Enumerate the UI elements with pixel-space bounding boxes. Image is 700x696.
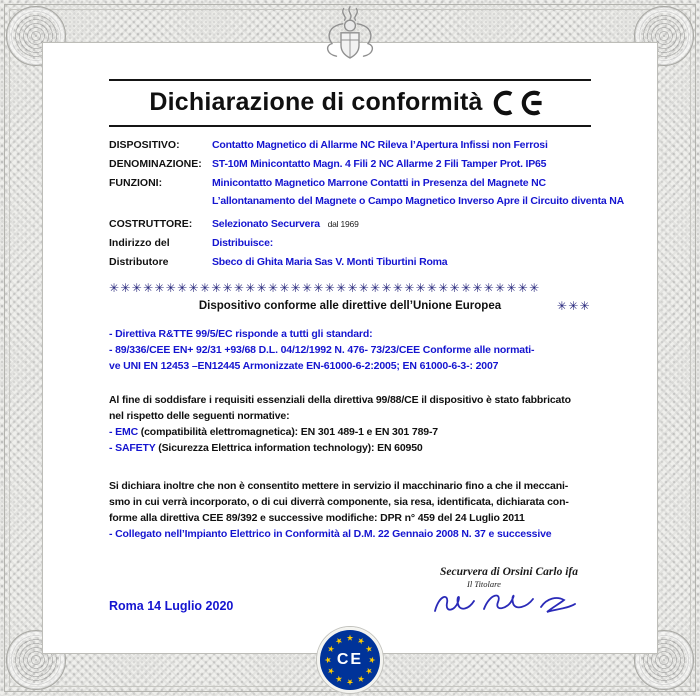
safety-text: (Sicurezza Elettrica information technology): EN 60950 bbox=[155, 442, 423, 454]
declaration-line-2: smo in cui verrà incorporato, o di cui diverrà componente, sia resa, identificata, dichiarata con- bbox=[109, 496, 569, 508]
eu-ce-badge bbox=[317, 627, 383, 693]
stars-separator-trailing: ✳✳✳ bbox=[556, 299, 591, 313]
field-label-funzioni: FUNZIONI: bbox=[109, 177, 163, 189]
compliance-safety-line bbox=[109, 440, 591, 456]
emc-text: (compatibilità elettromagnetica): EN 301 489-1 e EN 301 789-7 bbox=[138, 426, 438, 438]
compliance-intro-1: Al fine di soddisfare i requisiti essenziali della direttiva 99/88/CE il dispositivo è stato fabbricato bbox=[109, 394, 571, 406]
safety-label: - SAFETY bbox=[109, 442, 156, 454]
title-text: Dichiarazione di conformità bbox=[149, 88, 483, 116]
field-value-funzioni bbox=[212, 176, 624, 212]
field-label-indirizzo-2: Distributore bbox=[109, 256, 169, 268]
field-value-costruttore bbox=[212, 217, 624, 231]
declaration-line-3: forme alla direttiva CEE 89/392 e successive modifiche: DPR n° 459 del 24 Luglio 2011 bbox=[109, 512, 525, 524]
page-title bbox=[109, 88, 591, 117]
signatory-role: Il Titolare bbox=[467, 579, 501, 589]
field-label-costruttore: COSTRUTTORE: bbox=[109, 218, 193, 230]
field-value-dispositivo: Contatto Magnetico di Allarme NC Rileva l’Apertura Infissi non Ferrosi bbox=[212, 139, 548, 151]
standards-line-1: - Direttiva R&TTE 99/5/EC risponde a tutti gli standard: bbox=[109, 328, 373, 340]
ce-mark-icon bbox=[493, 89, 551, 117]
costruttore-value: Selezionato Securvera bbox=[212, 218, 320, 230]
fields-section bbox=[109, 138, 625, 269]
signature-block bbox=[429, 566, 591, 621]
compliance-emc-line bbox=[109, 424, 591, 440]
footer-row bbox=[109, 566, 591, 621]
compliance-intro-2: nel rispetto delle seguenti normative: bbox=[109, 410, 290, 422]
signatory-name: Securvera di Orsini Carlo ifa bbox=[439, 566, 578, 578]
field-label-denominazione: DENOMINAZIONE: bbox=[109, 158, 202, 170]
standards-line-3: ve UNI EN 12453 –EN12445 Armonizzate EN-61000-6-2:2005; EN 61000-6-3-: 2007 bbox=[109, 360, 499, 372]
eu-badge-ce-text: CE bbox=[336, 651, 364, 668]
stars-separator: ✳✳✳✳✳✳✳✳✳✳✳✳✳✳✳✳✳✳✳✳✳✳✳✳✳✳✳✳✳✳✳✳✳✳✳✳✳✳ bbox=[109, 281, 541, 295]
funzioni-line-1: Minicontatto Magnetico Marrone Contatti in Presenza del Magnete NC bbox=[212, 177, 546, 189]
emc-label: - EMC bbox=[109, 426, 138, 438]
field-value-denominazione: ST-10M Minicontatto Magn. 4 Fili 2 NC Allarme 2 Fili Tamper Prot. IP65 bbox=[212, 158, 547, 170]
funzioni-line-2: L’allontanamento del Magnete o Campo Magnetico Inverso Apre il Circuito diventa NA bbox=[212, 195, 625, 207]
field-label-indirizzo-1: Indirizzo del bbox=[109, 237, 170, 249]
declaration-line-1: Si dichiara inoltre che non è consentito mettere in servizio il macchinario fino a che il meccani- bbox=[109, 480, 569, 492]
field-value-distributore: Sbeco di Ghita Maria Sas V. Monti Tiburtini Roma bbox=[212, 256, 448, 268]
declaration-line-4: - Collegato nell’Impianto Elettrico in Conformità al D.M. 22 Gennaio 2008 N. 37 e successive bbox=[109, 528, 552, 540]
standards-line-2: - 89/336/CEE EN+ 92/31 +93/68 D.L. 04/12/1992 N. 476- 73/23/CEE Conforme alle normati- bbox=[109, 344, 535, 356]
standards-paragraph bbox=[109, 326, 591, 374]
declaration-paragraph bbox=[109, 478, 591, 542]
compliance-paragraph bbox=[109, 392, 591, 456]
place-date: Roma 14 Luglio 2020 bbox=[109, 599, 234, 613]
handwritten-signature-icon bbox=[429, 587, 589, 621]
field-value-distribuisce: Distribuisce: bbox=[212, 237, 273, 249]
field-label-dispositivo: DISPOSITIVO: bbox=[109, 139, 180, 151]
costruttore-note: dal 1969 bbox=[327, 219, 359, 229]
conformity-heading-row bbox=[109, 300, 591, 312]
title-block bbox=[109, 79, 591, 127]
certificate-body bbox=[42, 42, 658, 654]
conformity-heading: Dispositivo conforme alle direttive dell’Unione Europea bbox=[198, 300, 502, 312]
heraldic-crest-icon bbox=[314, 4, 386, 81]
